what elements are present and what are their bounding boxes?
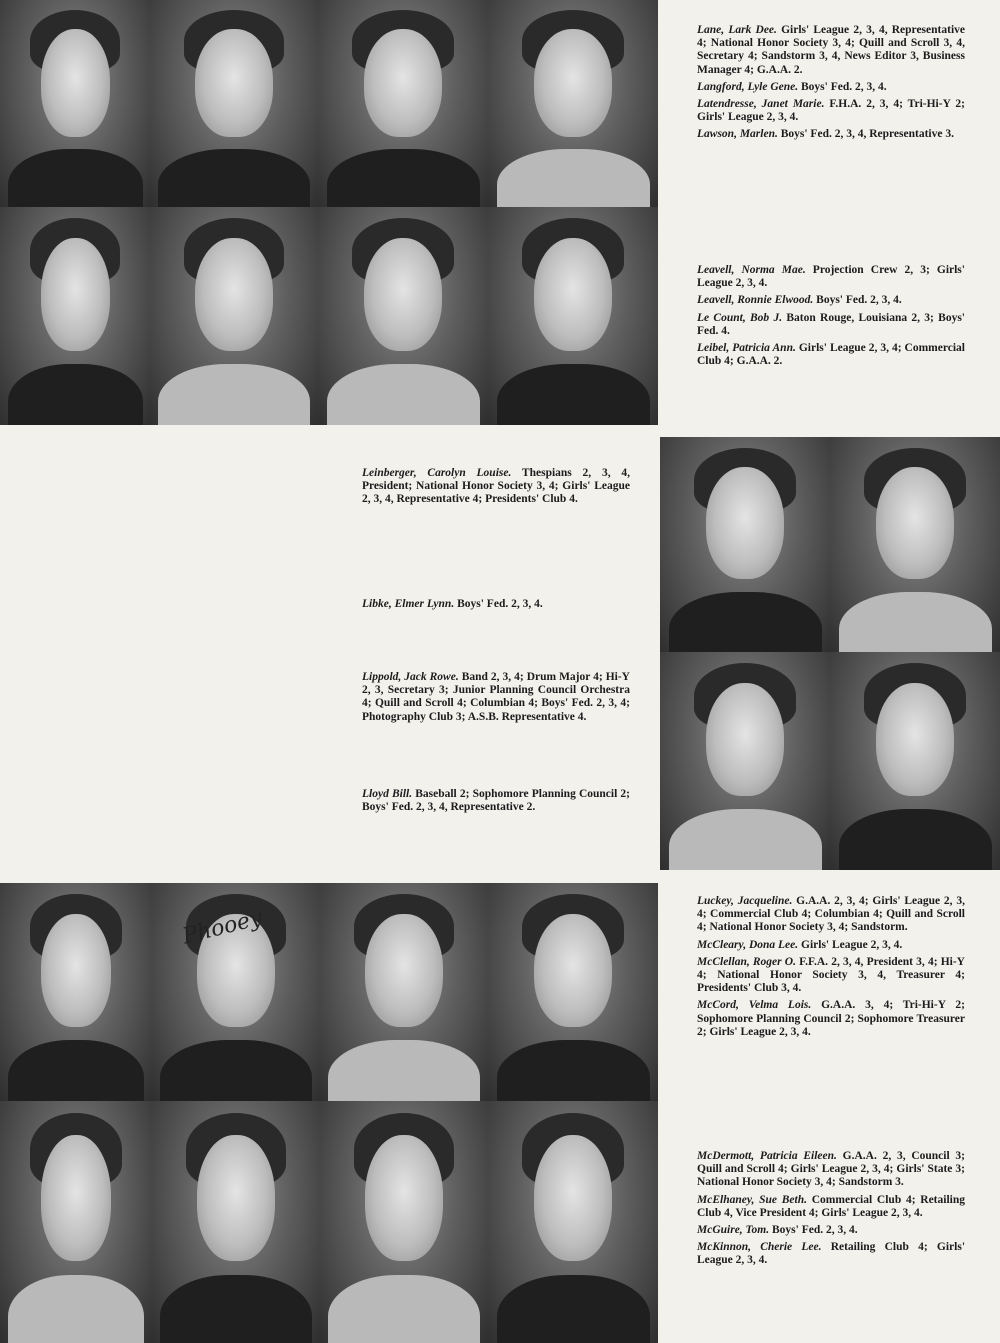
portrait-le-count: [318, 207, 488, 425]
student-activities: G.A.A. 2, 3, Council 3; Quill and Scroll 4; Girls' League 2, 3, 4; Girls' State 3; National Honor Society 3, 4; Sandstorm 3.: [697, 1150, 965, 1189]
student-activities: Boys' Fed. 2, 3, 4.: [454, 598, 543, 610]
student-name: Luckey, Jacqueline.: [697, 895, 793, 907]
student-activities: Band 2, 3, 4; Drum Major 4; Hi-Y 2, 3, Secretary 3; Junior Planning Council Orchestra 4; Quill and Scroll 4; Columbian 4; Boys' Fed. 2, 3, 4; Photography Club 3; A.S.B. Representative 4.: [362, 671, 630, 723]
bio-entry: [362, 467, 630, 507]
bio-block-7: [697, 895, 965, 1043]
portrait-leavell-norma: [0, 207, 150, 425]
bio-entry: [697, 939, 965, 952]
student-activities: Thespians 2, 3, 4, President; National Honor Society 3, 4; Girls' League 2, 3, 4, Representative 4; Presidents' Club 4.: [362, 467, 630, 506]
portrait-lippold: [660, 652, 830, 870]
student-activities: Projection Crew 2, 3; Girls' League 2, 3, 4.: [697, 264, 965, 290]
bio-entry: [362, 788, 630, 814]
portrait-mcdermott: [0, 1101, 152, 1343]
student-name: Langford, Lyle Gene.: [697, 80, 799, 93]
student-activities: Girls' League 2, 3, 4, Representative 4; National Honor Society 3, 4; Quill and Scroll 3, 4, Secretary 4; Sandstorm 3, 4, News Editor 3, Business Manager 4; G.A.A. 2.: [697, 24, 965, 76]
bio-entry: [362, 598, 630, 611]
student-activities: Baseball 2; Sophomore Planning Council 2; Boys' Fed. 2, 3, 4, Representative 2.: [362, 788, 630, 814]
portrait-latendresse: [318, 0, 488, 207]
bio-block-4: [362, 598, 630, 615]
bio-entry: [697, 999, 965, 1039]
portrait-mckinnon: [488, 1101, 658, 1343]
student-name: Lloyd Bill.: [362, 788, 413, 800]
portrait-leavell-ronnie: [150, 207, 318, 425]
bio-entry: [697, 294, 965, 307]
student-name: Leavell, Ronnie Elwood.: [697, 294, 814, 307]
bio-entry: [697, 1150, 965, 1190]
bio-entry: [697, 264, 965, 290]
portrait-leinberger: [660, 437, 830, 652]
student-activities: Boys' Fed. 2, 3, 4.: [798, 80, 887, 93]
student-name: McGuire, Tom.: [697, 1224, 770, 1237]
student-name: Leavell, Norma Mae.: [697, 264, 806, 276]
portrait-leibel: [488, 207, 658, 425]
portrait-mccord: [488, 883, 658, 1101]
portrait-lawson: [488, 0, 658, 207]
student-activities: Retailing Club 4; Girls' League 2, 3, 4.: [697, 1241, 966, 1267]
student-activities: Girls' League 2, 3, 4; Commercial Club 4; G.A.A. 2.: [697, 342, 965, 368]
student-name: McKinnon, Cherie Lee.: [697, 1241, 822, 1254]
student-name: Libke, Elmer Lynn.: [362, 598, 455, 610]
student-activities: F.F.A. 2, 3, 4, President 3, 4; Hi-Y 4; National Honor Society 3, 4, Treasurer 4; Presidents' Club 3, 4.: [697, 955, 965, 995]
student-activities: Boys' Fed. 2, 3, 4, Representative 3.: [777, 128, 954, 141]
bio-block-5: [362, 671, 630, 728]
bio-entry: [697, 895, 965, 935]
student-name: McDermott, Patricia Eileen.: [697, 1150, 837, 1162]
bio-entry: [362, 671, 630, 724]
bio-entry: [697, 81, 965, 94]
bio-block-1: [697, 24, 965, 146]
portrait-libke: [830, 437, 1000, 652]
portrait-mcclellan: [320, 883, 488, 1101]
portrait-mcguire: [320, 1101, 488, 1343]
student-name: McElhaney, Sue Beth.: [697, 1193, 807, 1206]
portrait-luckey: [0, 883, 152, 1101]
bio-entry: [697, 128, 965, 141]
student-name: McClellan, Roger O.: [697, 955, 796, 968]
student-name: Lippold, Jack Rowe.: [362, 671, 459, 683]
bio-block-3: [362, 467, 630, 511]
bio-entry: [697, 342, 965, 368]
bio-entry: [697, 956, 965, 996]
student-activities: Commercial Club 4; Retailing Club 4, Vice President 4; Girls' League 2, 3, 4.: [697, 1193, 965, 1219]
bio-entry: [697, 1224, 965, 1237]
bio-block-6: [362, 788, 630, 818]
handwriting: Phooey: [180, 905, 265, 950]
student-name: Leibel, Patricia Ann.: [697, 342, 796, 355]
bio-entry: [697, 312, 965, 338]
portrait-mcelhaney: [152, 1101, 320, 1343]
portrait-langford: [150, 0, 318, 207]
student-activities: F.H.A. 2, 3, 4; Tri-Hi-Y 2; Girls' League 2, 3, 4.: [697, 98, 965, 124]
student-activities: Boys' Fed. 2, 3, 4.: [813, 294, 902, 307]
student-activities: Boys' Fed. 2, 3, 4.: [769, 1224, 858, 1237]
student-name: Latendresse, Janet Marie.: [697, 98, 825, 111]
student-name: McCord, Velma Lois.: [697, 999, 812, 1012]
student-name: McCleary, Dona Lee.: [697, 938, 799, 951]
student-activities: G.A.A. 3, 4; Tri-Hi-Y 2; Sophomore Planning Council 2; Sophomore Treasurer 2; Girls' League 2, 3, 4.: [697, 999, 965, 1038]
bio-entry: [697, 24, 965, 77]
student-name: Le Count, Bob J.: [697, 311, 783, 324]
student-name: Lawson, Marlen.: [697, 128, 778, 141]
student-activities: Baton Rouge, Louisiana 2, 3; Boys' Fed. 4.: [697, 311, 965, 337]
student-name: Lane, Lark Dee.: [697, 24, 777, 36]
bio-block-2: [697, 264, 965, 372]
portrait-lloyd: [830, 652, 1000, 870]
student-activities: G.A.A. 2, 3, 4; Girls' League 2, 3, 4; Commercial Club 4; Columbian 4; Quill and Scroll 4; National Honor Society 3, 4; Sandstorm.: [697, 895, 965, 934]
bio-entry: [697, 1194, 965, 1220]
student-name: Leinberger, Carolyn Louise.: [362, 467, 512, 479]
portrait-lane: [0, 0, 150, 207]
bio-block-8: [697, 1150, 965, 1272]
bio-entry: [697, 98, 965, 124]
portrait-mccleary: [152, 883, 320, 1101]
student-activities: Girls' League 2, 3, 4.: [798, 938, 903, 951]
bio-entry: [697, 1241, 965, 1267]
